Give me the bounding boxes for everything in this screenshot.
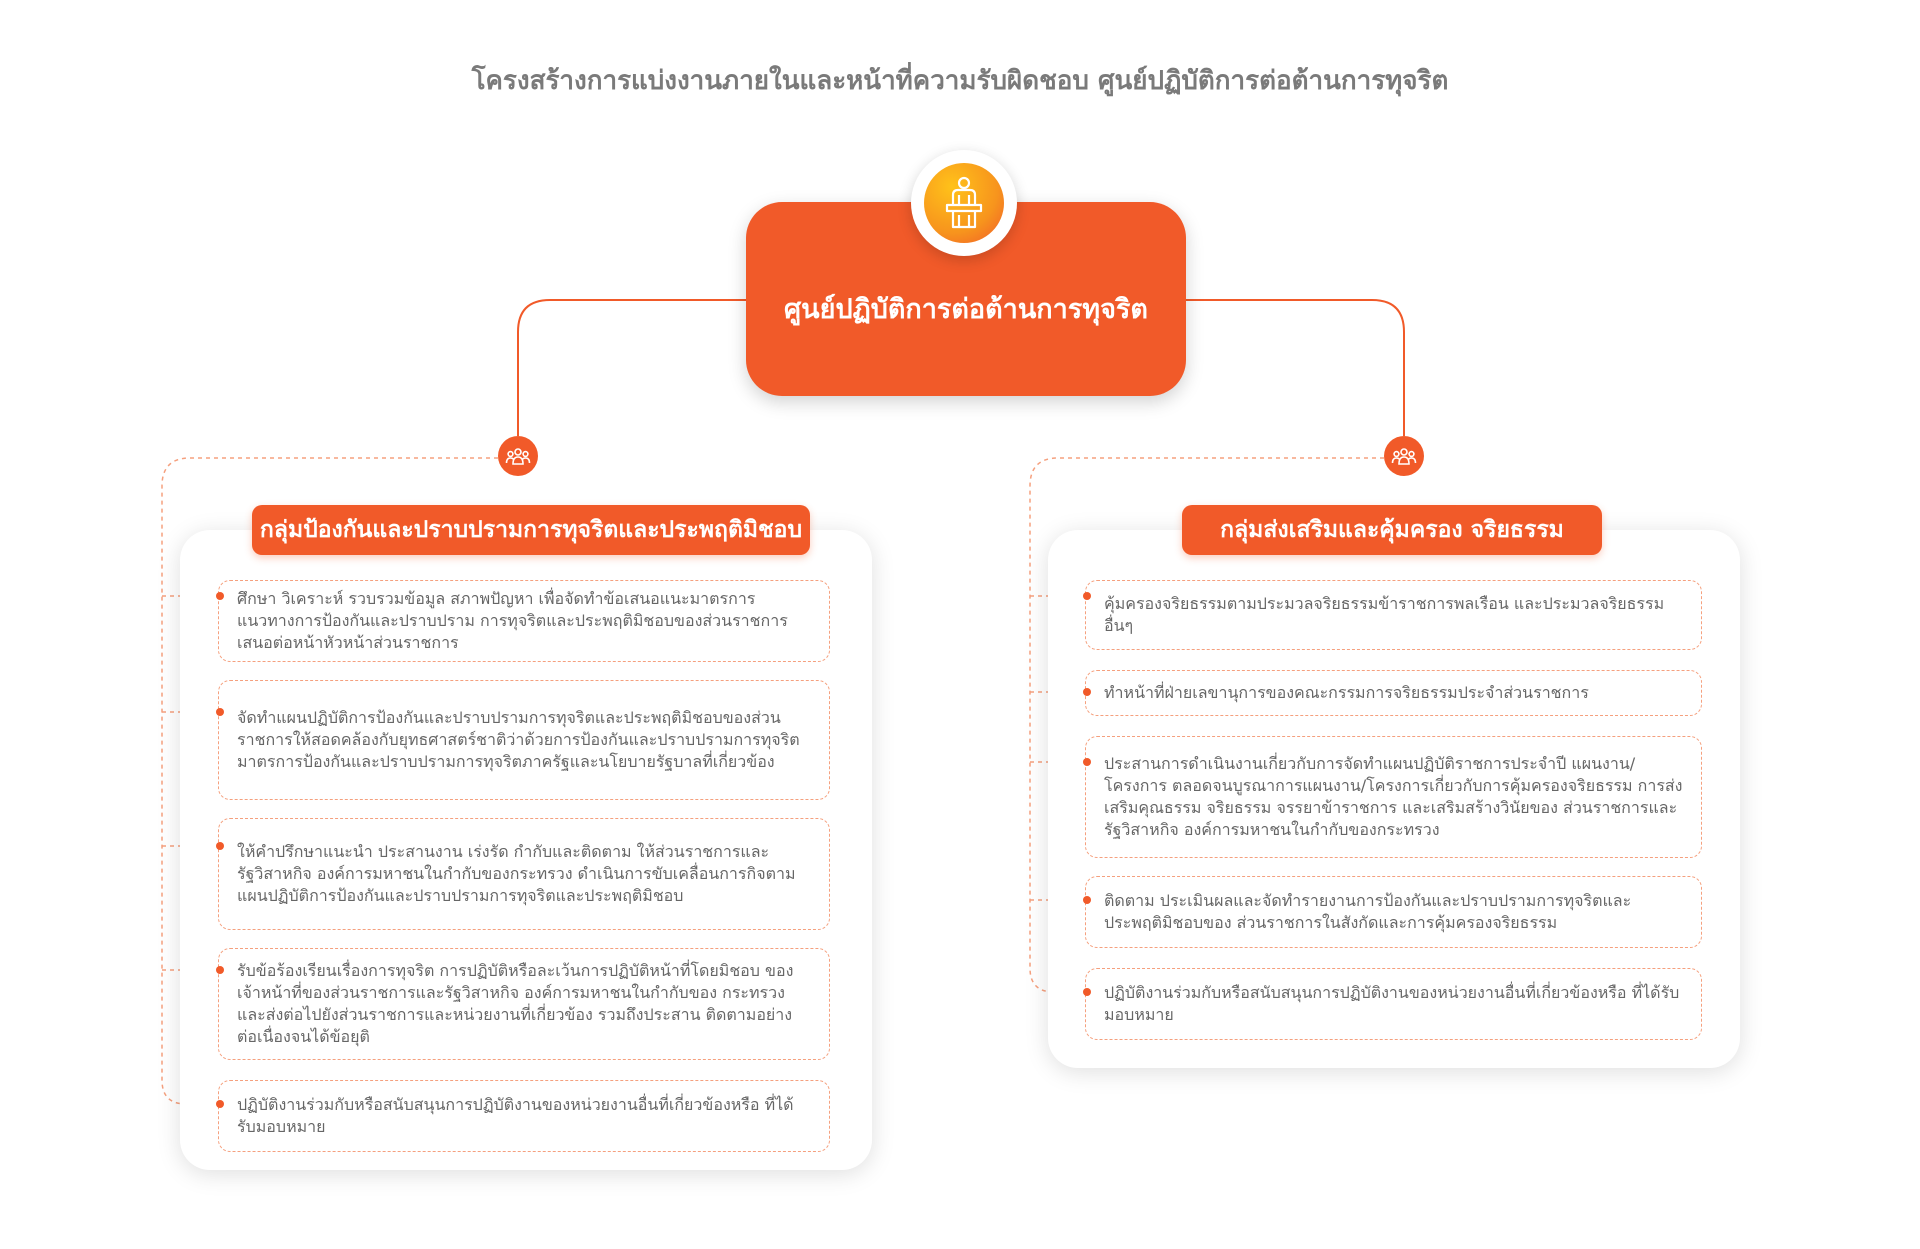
bullet-dot [1083,688,1091,696]
list-item [218,1080,830,1152]
list-item [1085,580,1702,650]
connector-right [1186,300,1404,436]
list-item-text: ปฏิบัติงานร่วมกับหรือสนับสนุนการปฏิบัติงานของหน่วยงานอื่นที่เกี่ยวข้องหรือ ที่ได้รับมอบหมาย [1104,983,1680,1024]
center-icon-badge [911,150,1017,256]
list-item [218,818,830,930]
page-title: โครงสร้างการแบ่งงานภายในและหน้าที่ความรับผิดชอบ ศูนย์ปฏิบัติการต่อต้านการทุจริต [471,66,1449,96]
list-item [1085,670,1702,716]
list-item [1085,968,1702,1040]
list-item [218,680,830,800]
list-item-text: จัดทำแผนปฏิบัติการป้องกันและปราบปรามการทุจริตและประพฤติมิชอบของส่วนราชการให้สอดคล้องกับยุทธศาสตร์ชาติว่าด้วยการป้องกันและปราบปรามการทุจริต มาตรการป้องกันและปราบปรามการทุจริตภาครัฐและนโยบายรัฐบาลที่เกี่ยวข้อง [237,708,800,771]
list-item [1085,736,1702,858]
left-group-title: กลุ่มป้องกันและปราบปรามการทุจริตและประพฤติมิชอบ [252,505,810,555]
person-at-podium-icon [924,163,1004,243]
bullet-dot [216,966,224,974]
bullet-dot [216,1100,224,1108]
list-item-text: ให้คำปรึกษาแนะนำ ประสานงาน เร่งรัด กำกับและติดตาม ให้ส่วนราชการและรัฐวิสาหกิจ องค์การมหาชนในกำกับของกระทรวง ดำเนินการขับเคลื่อนการกิจตามแผนปฏิบัติการป้องกันและปราบปรามการทุจริตและประพฤติมิชอบ [237,842,796,905]
center-title: ศูนย์ปฏิบัติการต่อต้านการทุจริต [784,293,1148,325]
list-item-text: ศึกษา วิเคราะห์ รวบรวมข้อมูล สภาพปัญหา เพื่อจัดทำข้อเสนอแนะมาตรการ แนวทางการป้องกันและปราบปราม การทุจริตและประพฤติมิชอบของส่วนราชการเสนอต่อหน้าหัวหน้าส่วนราชการ [237,589,788,652]
connector-left [518,300,746,436]
list-item-text: รับข้อร้องเรียนเรื่องการทุจริต การปฏิบัติหรือละเว้นการปฏิบัติหน้าที่โดยมิชอบ ของเจ้าหน้าที่ของส่วนราชการและรัฐวิสาหกิจ องค์การมหาชนในกำกับของ กระทรวงและส่งต่อไปยังส่วนราชการและหน่วยงานที่เกี่ยวข้อง รวมถึงประสาน ติดตามอย่างต่อเนื่องจนได้ข้อยุติ [237,961,794,1046]
list-item-text: คุ้มครองจริยธรรมตามประมวลจริยธรรมข้าราชการพลเรือน และประมวลจริยธรรมอื่นๆ [1104,594,1665,635]
group-people-icon [1384,436,1424,476]
list-item-text: ประสานการดำเนินงานเกี่ยวกับการจัดทำแผนปฏิบัติราชการประจำปี แผนงาน/โครงการ ตลอดจนบูรณาการแผนงาน/โครงการเกี่ยวกับการคุ้มครองจริยธรรม การส่งเสริมคุณธรรม จริยธรรม จรรยาข้าราชการ และเสริมสร้างวินัยของ ส่วนราชการและรัฐวิสาหกิจ องค์การมหาชนในกำกับของกระทรวง [1104,754,1683,839]
bullet-dot [1083,988,1091,996]
list-item-text: ปฏิบัติงานร่วมกับหรือสนับสนุนการปฏิบัติงานของหน่วยงานอื่นที่เกี่ยวข้องหรือ ที่ได้รับมอบหมาย [237,1095,794,1136]
right-group-title: กลุ่มส่งเสริมและคุ้มครอง จริยธรรม [1182,505,1602,555]
group-people-icon [498,436,538,476]
bullet-dot [1083,896,1091,904]
bullet-dot [216,842,224,850]
list-item [218,580,830,662]
list-item [1085,876,1702,948]
list-item-text: ทำหน้าที่ฝ่ายเลขานุการของคณะกรรมการจริยธรรมประจำส่วนราชการ [1104,683,1589,702]
list-item [218,948,830,1060]
list-item-text: ติดตาม ประเมินผลและจัดทำรายงานการป้องกันและปราบปรามการทุจริตและประพฤติมิชอบของ ส่วนราชการในสังกัดและการคุ้มครองจริยธรรม [1104,891,1632,932]
bullet-dot [216,708,224,716]
bullet-dot [1083,758,1091,766]
bullet-dot [1083,592,1091,600]
bullet-dot [216,592,224,600]
